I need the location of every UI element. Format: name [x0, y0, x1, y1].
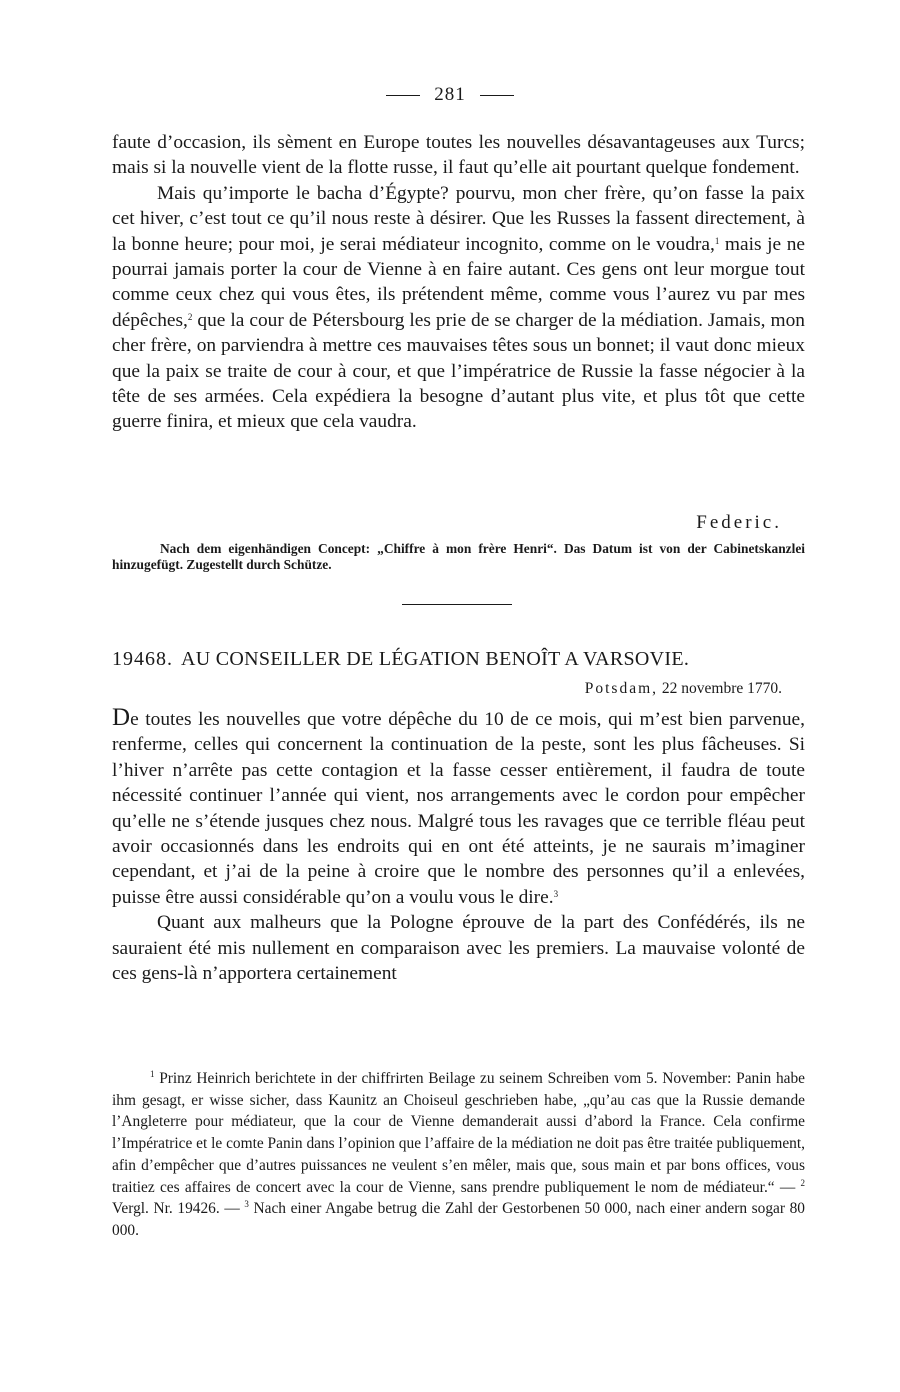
footnote-3: Nach einer Angabe betrug die Zahl der Gestorbenen 50 000, nach einer andern sogar 80 000.	[112, 1200, 806, 1239]
section-divider	[402, 604, 512, 605]
page-header	[0, 84, 900, 106]
letter-number: 19468.	[112, 648, 173, 670]
letter-title: AU CONSEILLER DE LÉGATION BENOÎT A VARSOVIE.	[181, 648, 690, 670]
signature: Federic.	[696, 512, 782, 533]
letter-2-paragraph-1: De toutes les nouvelles que votre dépêche du 10 de ce mois, qui m’est bien parvenue, renferme, celles qui concernent la continuation de la peste, sont les plus fâcheuses. Si l’hiver n’arrête pas cette contagion et la fasse cesser entièrement, il faudra de toute nécessité continuer l’année qui vient, nos arrangements avec le cordon pour empêcher qu’elle ne s’étende jusques chez nous. Malgré tous les ravages que ce terrible fléau peut avoir occasionnés dans les endroits qui en ont été atteints, je ne saurais m’imaginer cependant, et j’ai de la peine à croire que le nombre des personnes qu’il a enlevées, puisse être aussi considérable qu’on a voulu vous le dire.$^3$	[112, 704, 805, 908]
footnote-ref-2: 2	[187, 311, 193, 322]
footnote-ref-1: 1	[714, 235, 720, 246]
header-rule-right	[480, 95, 514, 96]
dateline-place: Potsdam,	[584, 680, 659, 697]
page-number: 281	[434, 84, 466, 105]
dateline	[112, 680, 782, 698]
header-rule-left	[386, 95, 420, 96]
footnote-mark-3: 3	[244, 1199, 249, 1210]
letter-2-body	[112, 705, 805, 986]
dropcap: D	[112, 704, 131, 731]
letter-2-paragraph-2: Quant aux malheurs que la Pologne éprouve de la part des Confédérés, ils ne sauraient été mis nullement en comparaison avec les premiers. La mauvaise volonté de ces gens-là n’apportera certainement	[112, 912, 805, 985]
footnote-ref-3: 3	[553, 888, 559, 899]
letter-2-heading	[112, 648, 805, 671]
footnotes	[112, 1068, 805, 1242]
footnote-mark-1: 1	[150, 1069, 155, 1079]
letter-1-paragraph-2: Mais qu’importe le bacha d’Égypte? pourvu, mon cher frère, qu’on fasse la paix cet hiver, c’est tout ce qu’il nous reste à désirer. Que les Russes la fassent directement, à la bonne heure; pour moi, je serai médiateur incognito, comme on le voudra,$^1$ mais je ne pourrai jamais porter la cour de Vienne à en faire autant. Ces gens ont leur morgue tout comme ceux chez qui vous êtes, ils prétendent même, comme vous l’aurez vu par mes dépêches,$^2$ que la cour de Pétersbourg les prie de se charger de la médiation. Jamais, mon cher frère, on parviendra à mettre ces mauvaises têtes sous un bonnet; il vaut donc mieux que la paix se traite de cour à cour, et que l’impératrice de Russie la fasse négocier à la tête de ses armées. Cela expédiera la besogne d’autant plus vite, et plus tôt que cette guerre finira, et mieux que cela vaudra.	[112, 182, 805, 433]
footnote-mark-2: 2	[800, 1177, 805, 1188]
letter-1-body	[112, 130, 805, 435]
dateline-date: 22 novembre 1770.	[661, 680, 782, 697]
footnote-2: Vergl. Nr. 19426. —	[112, 1200, 245, 1218]
letter-1-paragraph-1: faute d’occasion, ils sèment en Europe toutes les nouvelles désavantageuses aux Turcs; mais si la nouvelle vient de la flotte russe, il faut qu’elle ait pourtant quelque fondement.	[112, 132, 805, 179]
footnote-block	[112, 1068, 805, 1242]
source-note: Nach dem eigenhändigen Concept: „Chiffre à mon frère Henri“. Das Datum ist von der Cabinetskanzlei hinzugefügt. Zugestellt durch Schütze.	[112, 541, 805, 572]
footnote-1: Prinz Heinrich berichtete in der chiffrirten Beilage zu seinem Schreiben vom 5. November: Panin habe ihm gesagt, er wisse sicher, dass Kaunitz an Choiseul geschrieben habe, „qu’au cas que la Russie demande l’Angleterre pour médiateur, que la cour de Vienne demanderait aussi d’abord la France. Cela confirme l’Impératrice et le comte Panin dans l’opinion que l’affaire de la médiation ne doit pas être traitée publiquement, afin d’empêcher que d’autres puissances ne veulent s’en mêler, mais que, sous main et par bons offices, vous traitiez ces affaires de concert avec la cour de Vienne, sans prendre publiquement le nom de médiateur.“ —	[112, 1070, 805, 1196]
